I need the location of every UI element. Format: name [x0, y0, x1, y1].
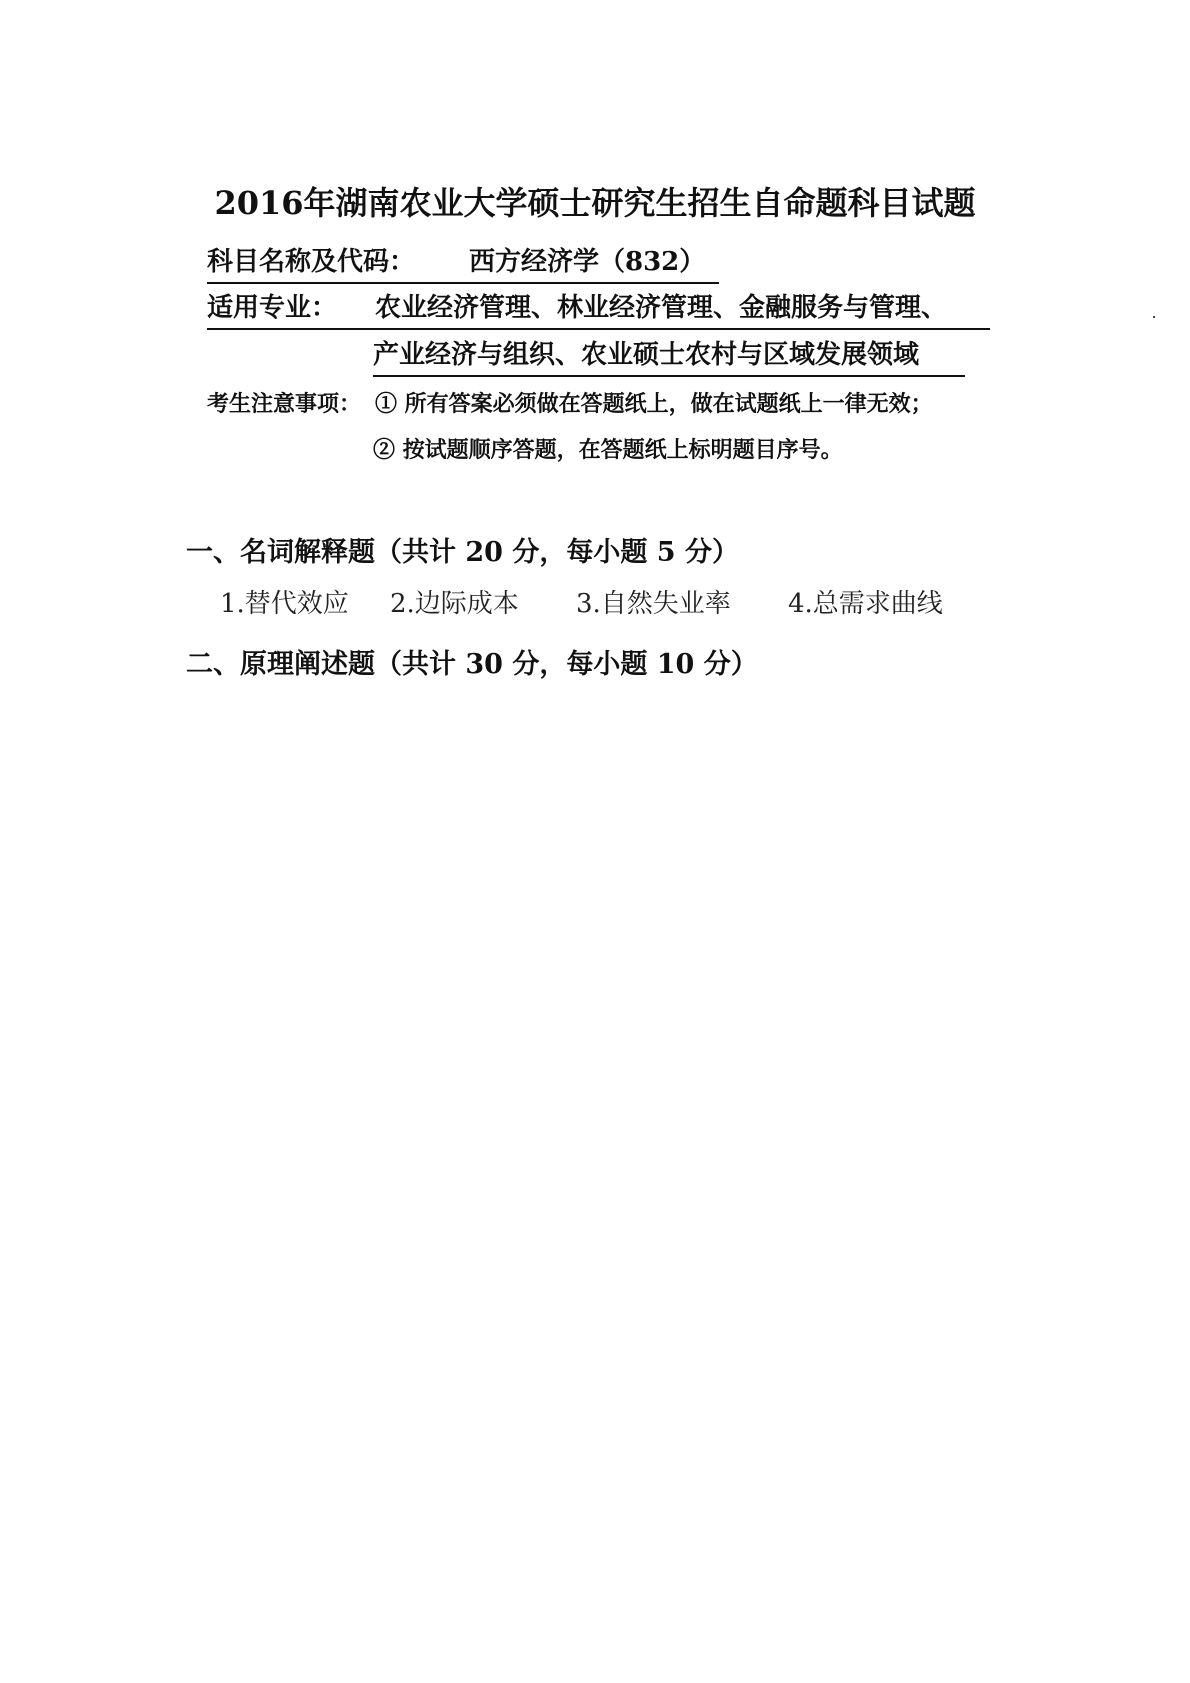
- subject-row: [207, 244, 719, 284]
- notice-row: [207, 388, 933, 420]
- exam-title: 2016年湖南农业大学硕士研究生招生自命题科目试题: [214, 184, 976, 222]
- majors-line-2: 产业经济与组织、农业硕士农村与区域发展领域: [373, 337, 965, 377]
- term-item: 3.自然失业率: [576, 589, 731, 619]
- subject-value: 西方经济学（832）: [469, 247, 706, 277]
- notice-item-2: ② 按试题顺序答题，在答题纸上标明题目序号。: [373, 437, 843, 463]
- notice-label: 考生注意事项：: [207, 391, 362, 417]
- term-item: 2.边际成本: [390, 589, 519, 619]
- subject-label: 科目名称及代码：: [207, 247, 416, 277]
- term-item: 1.替代效应: [220, 589, 349, 619]
- scan-speck: [1153, 316, 1155, 318]
- notice-item-1: ① 所有答案必须做在答题纸上，做在试题纸上一律无效；: [375, 391, 933, 417]
- majors-row: [207, 290, 990, 330]
- majors-line-1: 农业经济管理、林业经济管理、金融服务与管理、: [375, 293, 948, 323]
- section-heading-2: 二、原理阐述题（共计 30 分，每小题 10 分）: [186, 649, 758, 680]
- term-item: 4.总需求曲线: [788, 589, 943, 619]
- section-heading-1: 一、名词解释题（共计 20 分，每小题 5 分）: [186, 537, 739, 568]
- majors-label: 适用专业：: [207, 293, 338, 323]
